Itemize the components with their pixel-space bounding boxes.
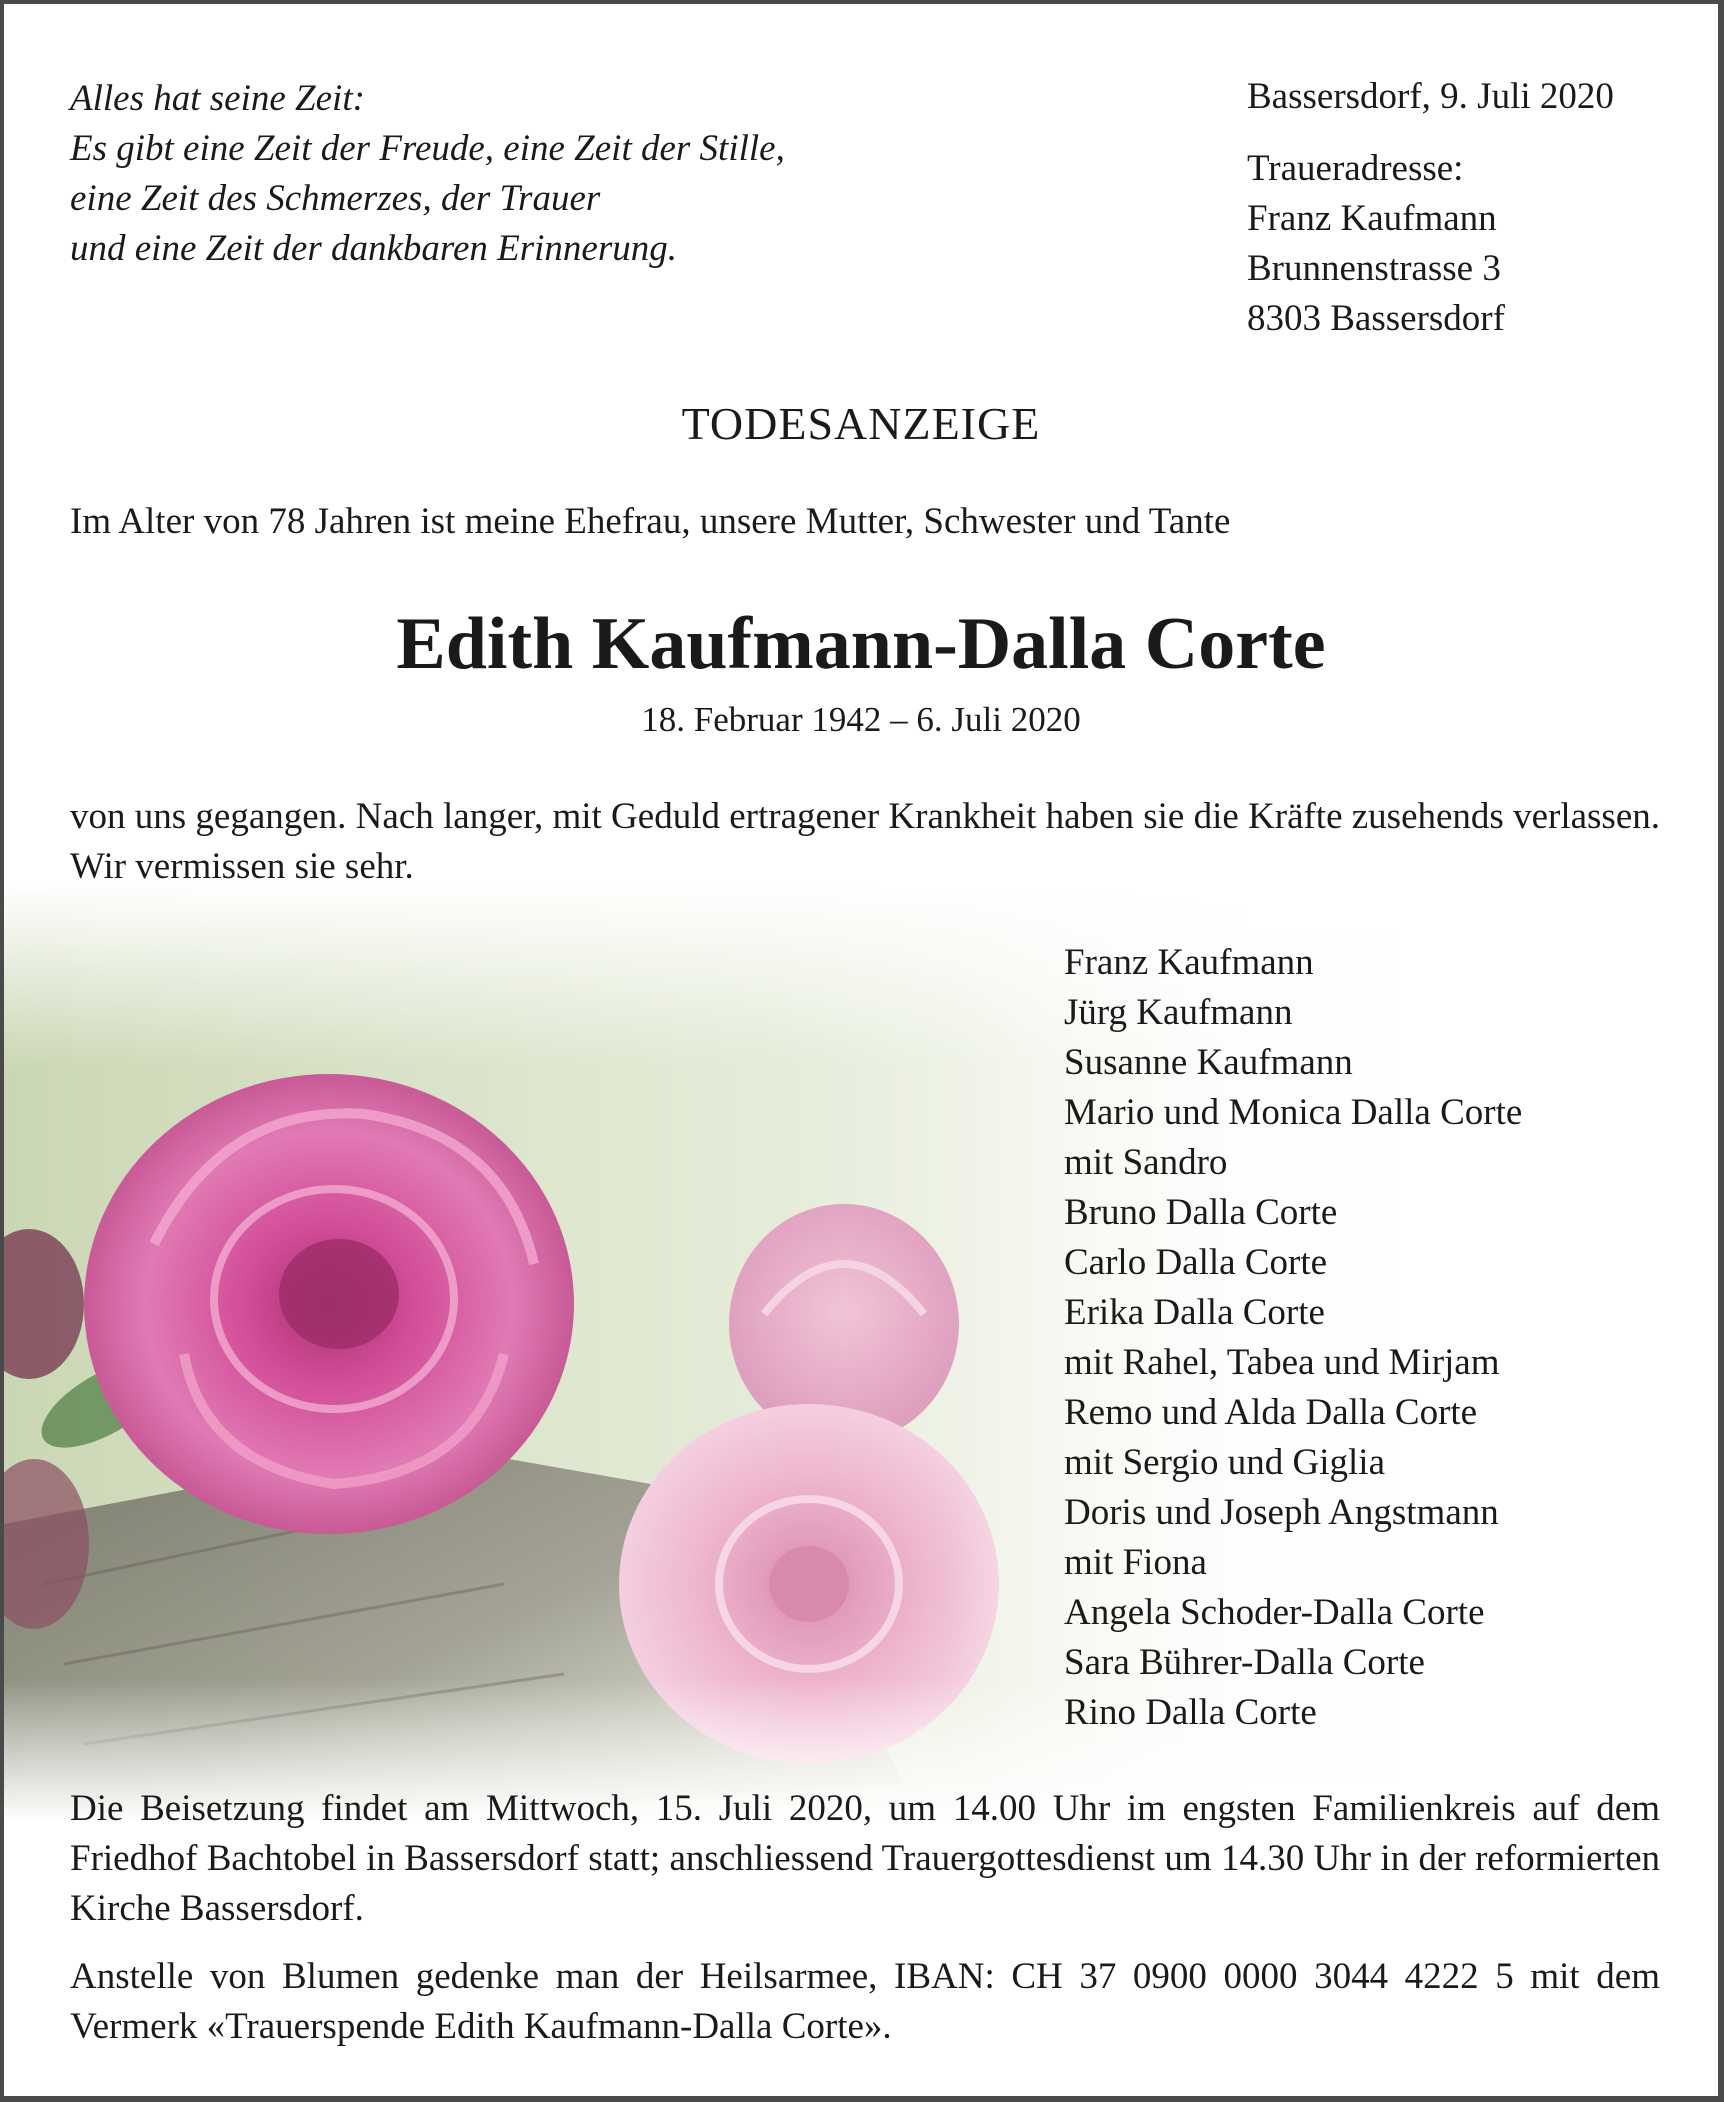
mourner: Angela Schoder-Dalla Corte [1064,1592,1485,1633]
mourner: Franz Kaufmann [1064,942,1314,983]
motto-line: eine Zeit des Schmerzes, der Trauer [70,178,601,219]
motto-line: Es gibt eine Zeit der Freude, eine Zeit der Stille, [70,128,785,169]
passing-text: von uns gegangen. Nach langer, mit Geduld ertragener Krankheit haben sie die Kräfte zusehends verlassen. Wir vermissen sie sehr. [70,796,1660,887]
donation-info: Anstelle von Blumen gedenke man der Heilsarmee, IBAN: CH 37 0900 0000 3044 4222 5 mit dem Vermerk «Trauerspende Edith Kaufmann-Dalla Corte». [70,1956,1660,2047]
mourning-address [1247,72,1614,344]
motto [70,74,785,274]
mourner: Mario und Monica Dalla Corte [1064,1092,1523,1133]
address-label: Traueradresse: [1247,148,1464,189]
mourner: Doris und Joseph Angstmann [1064,1492,1499,1533]
mourner: Carlo Dalla Corte [1064,1242,1328,1283]
motto-line: und eine Zeit der dankbaren Erinnerung. [70,228,677,269]
place-date: Bassersdorf, 9. Juli 2020 [1247,76,1614,117]
mourner: Sara Bührer-Dalla Corte [1064,1642,1425,1683]
address-line: Brunnenstrasse 3 [1247,248,1501,289]
motto-line: Alles hat seine Zeit: [70,78,365,119]
mourners-list [1064,938,1522,1738]
notice-intro: Im Alter von 78 Jahren ist meine Ehefrau, unsere Mutter, Schwester und Tante [70,501,1231,542]
notice-heading: TODESANZEIGE [681,398,1041,449]
life-dates: 18. Februar 1942 – 6. Juli 2020 [641,700,1081,739]
obituary-page [4,4,1718,2096]
address-line: 8303 Bassersdorf [1247,298,1505,339]
mourner: Susanne Kaufmann [1064,1042,1353,1083]
deceased-name: Edith Kaufmann-Dalla Corte [396,603,1326,685]
mourner: mit Sandro [1064,1142,1228,1183]
mourner: Rino Dalla Corte [1064,1692,1317,1733]
mourner: Bruno Dalla Corte [1064,1192,1338,1233]
mourner: Erika Dalla Corte [1064,1292,1325,1333]
mourner: Jürg Kaufmann [1064,992,1293,1033]
address-line: Franz Kaufmann [1247,198,1497,239]
mourner: Remo und Alda Dalla Corte [1064,1392,1478,1433]
mourner: mit Fiona [1064,1542,1207,1583]
mourner: mit Sergio und Giglia [1064,1442,1386,1483]
funeral-info: Die Beisetzung findet am Mittwoch, 15. Juli 2020, um 14.00 Uhr im engsten Familienkreis auf dem Friedhof Bachtobel in Bassersdorf statt; anschliessend Trauergottesdienst um 14.30 Uhr in der reformierten Kirche Bassersdorf. [70,1788,1660,1929]
mourner: mit Rahel, Tabea und Mirjam [1064,1342,1500,1383]
